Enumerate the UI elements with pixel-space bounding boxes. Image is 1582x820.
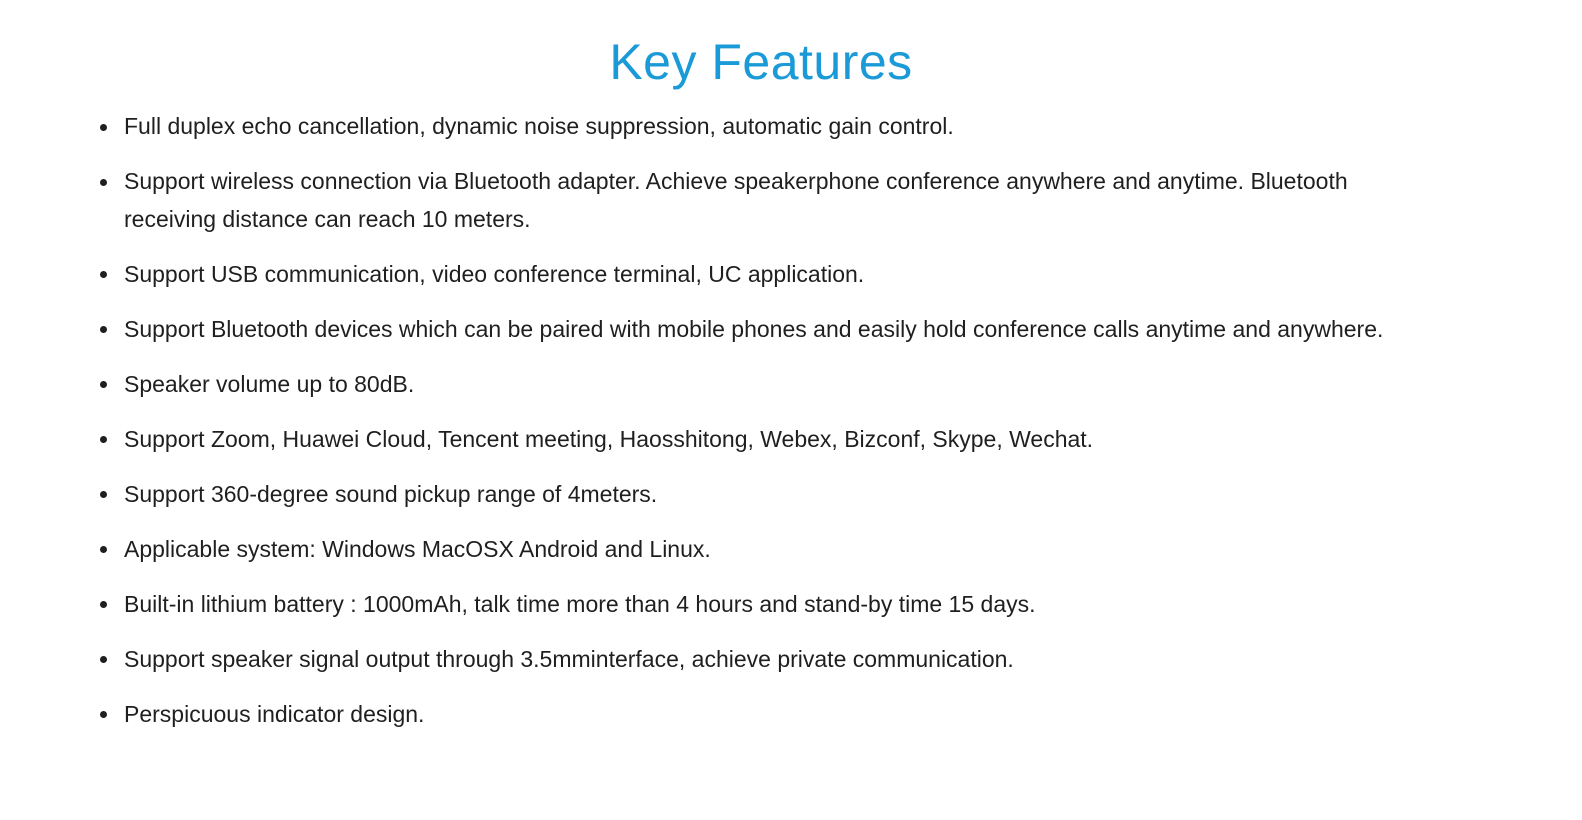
feature-list <box>100 108 1410 751</box>
list-item <box>100 366 1410 404</box>
list-item <box>100 108 1410 146</box>
bullet-icon <box>100 436 107 443</box>
bullet-icon <box>100 711 107 718</box>
list-item <box>100 256 1410 294</box>
feature-text: Support USB communication, video conference terminal, UC application. <box>124 260 865 287</box>
bullet-icon <box>100 124 107 131</box>
feature-text: Support wireless connection via Bluetooth adapter. Achieve speakerphone conference anywhere and anytime. Bluetooth receiving distance can reach 10 meters. <box>124 168 1348 232</box>
page-title: Key Features <box>609 34 913 90</box>
list-item <box>100 696 1410 734</box>
list-item <box>100 586 1410 624</box>
feature-text: Support speaker signal output through 3.5mminterface, achieve private communication. <box>124 645 1014 672</box>
bullet-icon <box>100 656 107 663</box>
feature-text: Support Bluetooth devices which can be paired with mobile phones and easily hold conference calls anytime and anywhere. <box>124 315 1384 342</box>
feature-text: Applicable system: Windows MacOSX Android and Linux. <box>124 535 711 562</box>
feature-text: Perspicuous indicator design. <box>124 700 425 727</box>
feature-text: Speaker volume up to 80dB. <box>124 370 415 397</box>
list-item <box>100 641 1410 679</box>
bullet-icon <box>100 601 107 608</box>
bullet-icon <box>100 491 107 498</box>
feature-text: Built-in lithium battery : 1000mAh, talk time more than 4 hours and stand-by time 15 days. <box>124 590 1036 617</box>
list-item <box>100 531 1410 569</box>
list-item <box>100 163 1410 238</box>
feature-text: Support 360-degree sound pickup range of 4meters. <box>124 480 658 507</box>
bullet-icon <box>100 326 107 333</box>
feature-text: Support Zoom, Huawei Cloud, Tencent meeting, Haosshitong, Webex, Bizconf, Skype, Wechat. <box>124 425 1094 452</box>
list-item <box>100 311 1410 349</box>
bullet-icon <box>100 271 107 278</box>
list-item <box>100 476 1410 514</box>
bullet-icon <box>100 381 107 388</box>
bullet-icon <box>100 546 107 553</box>
list-item <box>100 421 1410 459</box>
feature-text: Full duplex echo cancellation, dynamic noise suppression, automatic gain control. <box>124 113 954 139</box>
bullet-icon <box>100 179 107 186</box>
